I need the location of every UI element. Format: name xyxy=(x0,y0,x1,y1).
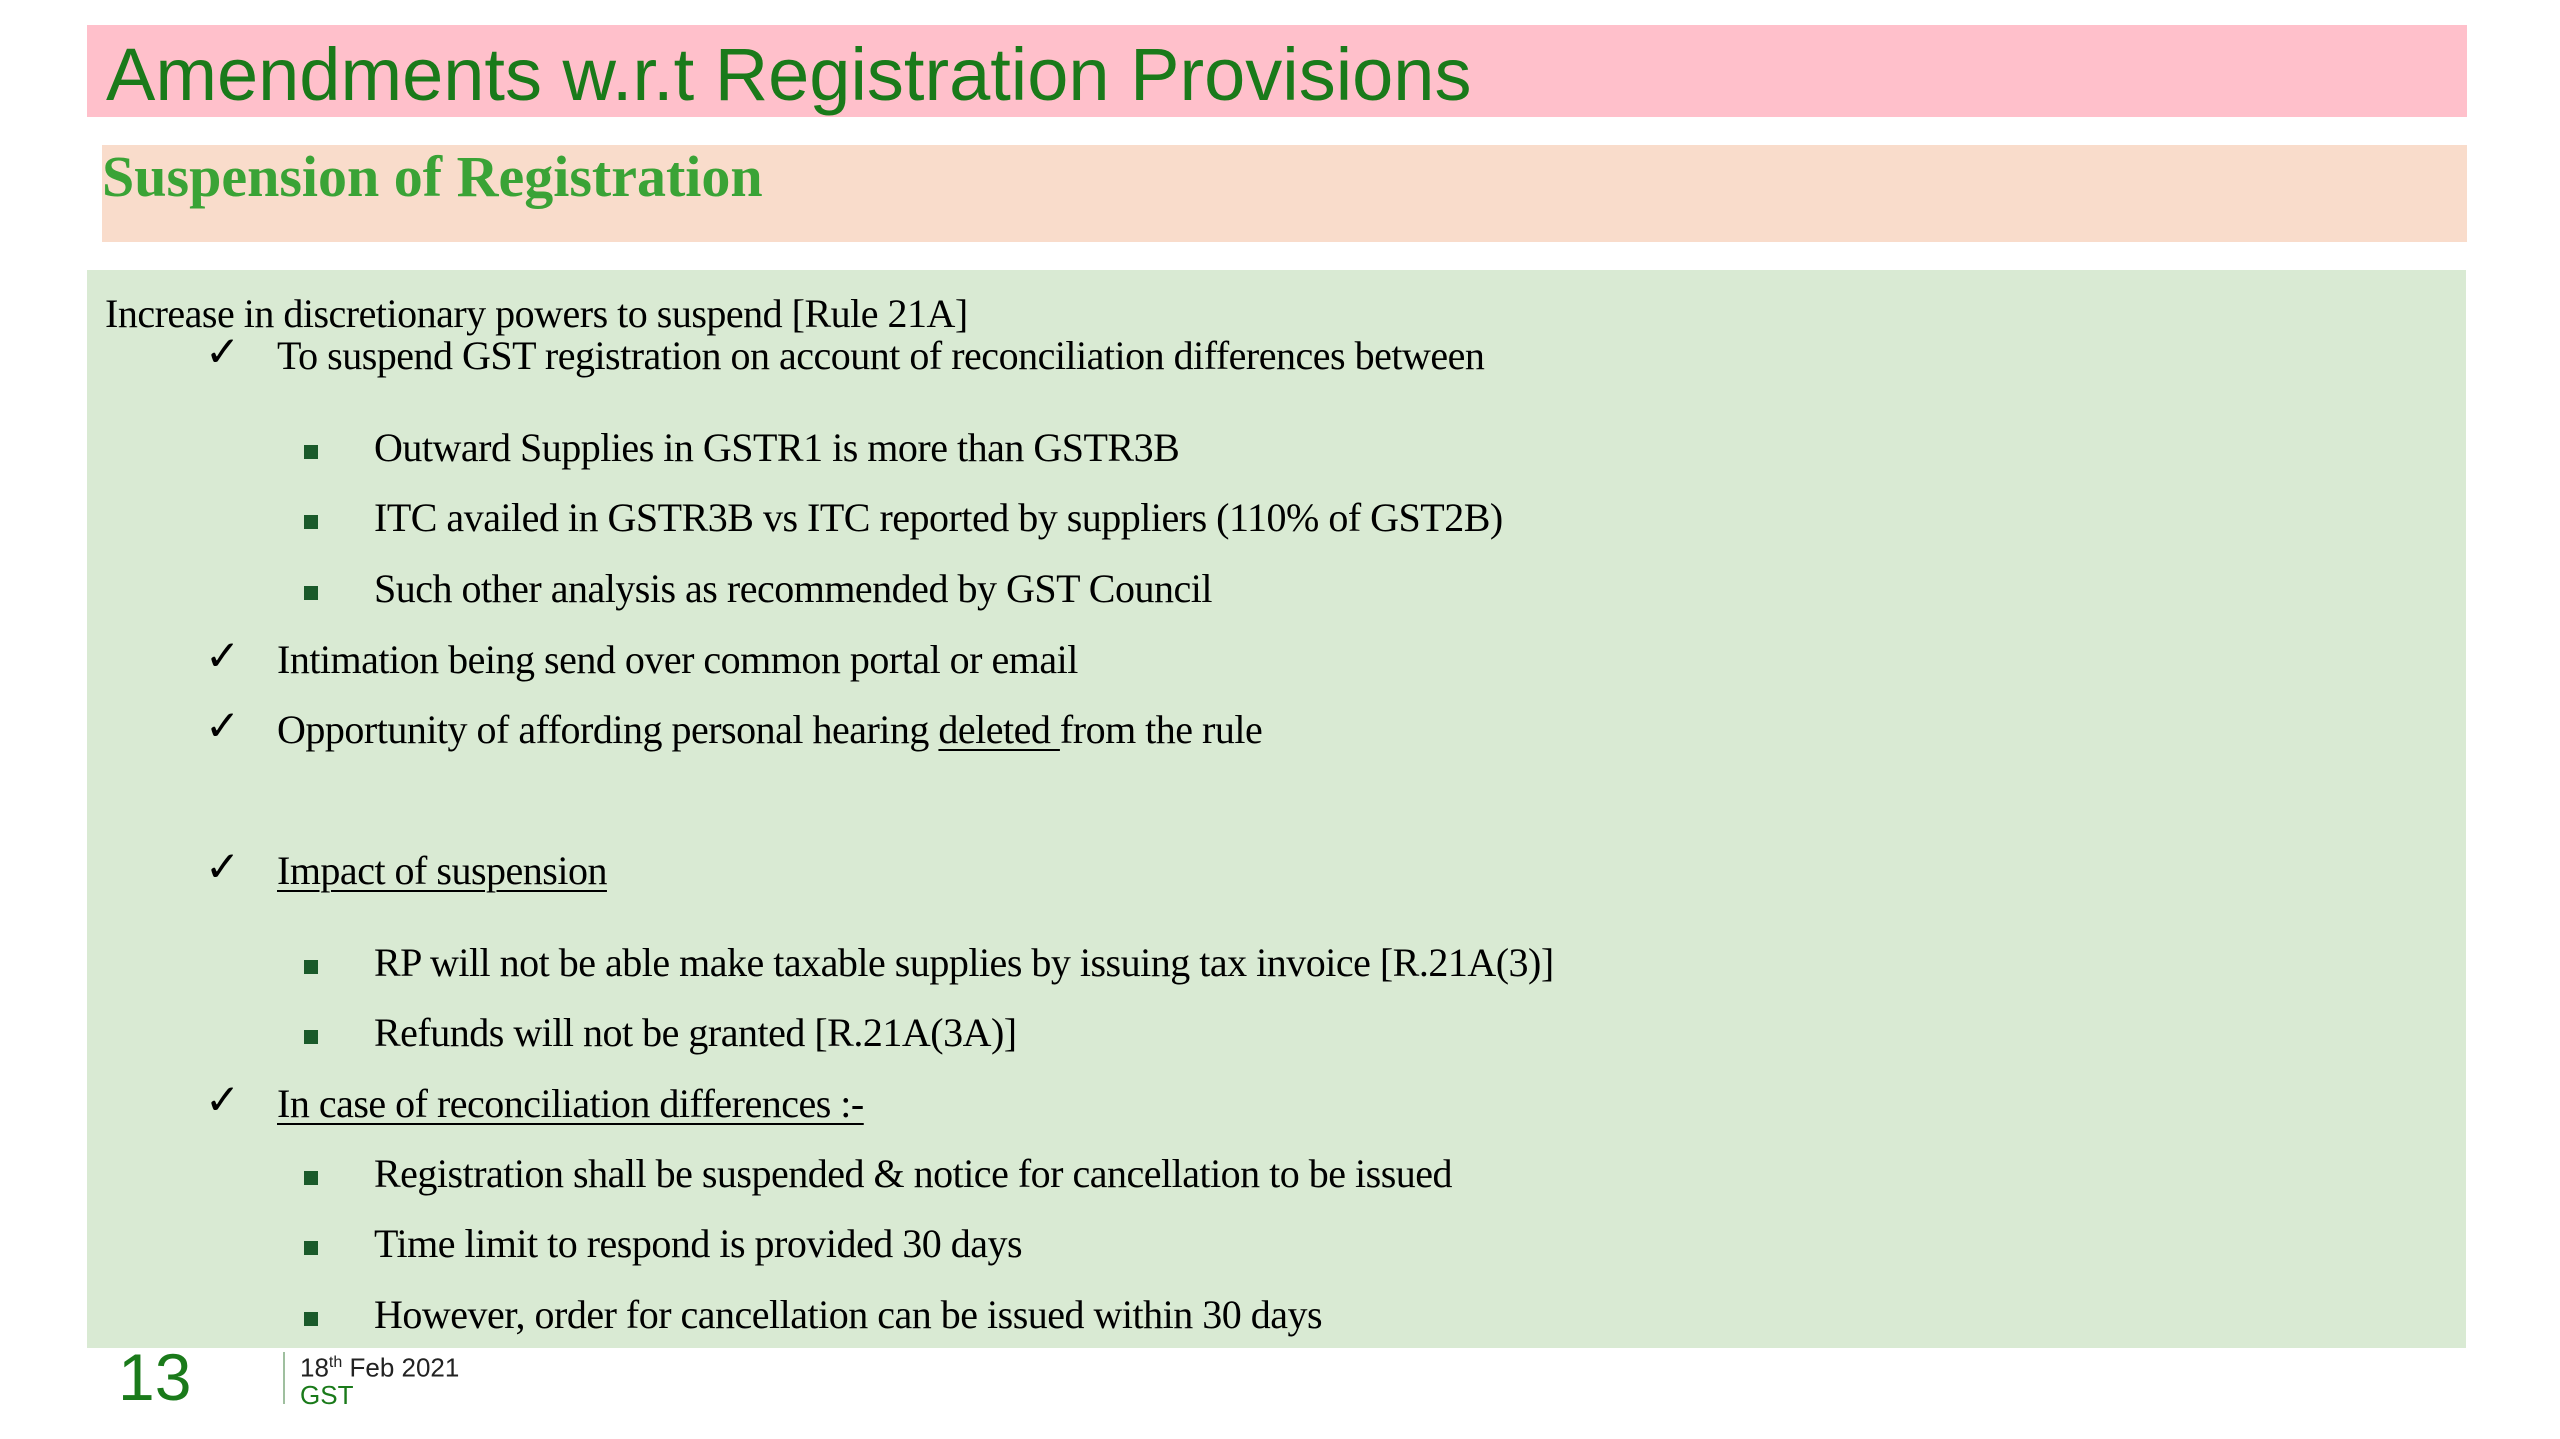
footer-divider xyxy=(283,1352,285,1404)
intro-text: Increase in discretionary powers to suspend [Rule 21A] xyxy=(105,291,968,336)
content-box xyxy=(87,270,2466,1348)
checkmark-icon: ✓ xyxy=(205,1075,241,1124)
checkmark-icon: ✓ xyxy=(205,327,241,376)
sub-item: Outward Supplies in GSTR1 is more than GSTR3B xyxy=(374,425,1180,470)
sub-item: Registration shall be suspended & notice for cancellation to be issued xyxy=(374,1151,1453,1196)
sub-item: Time limit to respond is provided 30 days xyxy=(374,1221,1023,1266)
sub-item: Refunds will not be granted [R.21A(3A)] xyxy=(374,1010,1017,1055)
bullet-square-icon xyxy=(304,960,318,974)
check-item-3 xyxy=(277,706,1262,754)
check-item-2: Intimation being send over common portal or email xyxy=(277,637,1078,682)
footer-date-suffix: th xyxy=(328,1354,343,1371)
slide-title: Amendments w.r.t Registration Provisions xyxy=(106,33,1472,116)
checkmark-icon: ✓ xyxy=(205,842,241,891)
bullet-square-icon xyxy=(304,445,318,459)
check-item-4: Impact of suspension xyxy=(277,848,607,893)
bullet-square-icon xyxy=(304,586,318,600)
footer-date xyxy=(300,1348,459,1383)
sub-item: Such other analysis as recommended by GST Council xyxy=(374,566,1212,611)
check-item-5: In case of reconciliation differences :- xyxy=(277,1081,864,1126)
bullet-square-icon xyxy=(304,1171,318,1185)
footer-date-rest: Feb 2021 xyxy=(342,1352,460,1383)
footer-org: GST xyxy=(300,1380,354,1410)
sub-item: RP will not be able make taxable supplies by issuing tax invoice [R.21A(3)] xyxy=(374,940,1554,985)
check-item-3-underlined: deleted xyxy=(938,707,1060,752)
title-bar xyxy=(87,25,2467,117)
check-item-1: To suspend GST registration on account of reconciliation differences between xyxy=(277,333,1485,378)
slide-subtitle: Suspension of Registration xyxy=(102,144,763,209)
bullet-square-icon xyxy=(304,1030,318,1044)
check-item-3-prefix: Opportunity of affording personal hearing xyxy=(277,707,939,752)
bullet-square-icon xyxy=(304,1312,318,1326)
sub-item: ITC availed in GSTR3B vs ITC reported by suppliers (110% of GST2B) xyxy=(374,495,1503,540)
bullet-square-icon xyxy=(304,515,318,529)
footer-date-day: 18 xyxy=(300,1352,329,1383)
subtitle-bar xyxy=(102,145,2467,242)
sub-item: However, order for cancellation can be issued within 30 days xyxy=(374,1292,1323,1337)
check-item-3-suffix: from the rule xyxy=(1059,707,1263,752)
checkmark-icon: ✓ xyxy=(205,631,241,680)
checkmark-icon: ✓ xyxy=(205,701,241,750)
page-number: 13 xyxy=(118,1340,192,1414)
bullet-square-icon xyxy=(304,1241,318,1255)
